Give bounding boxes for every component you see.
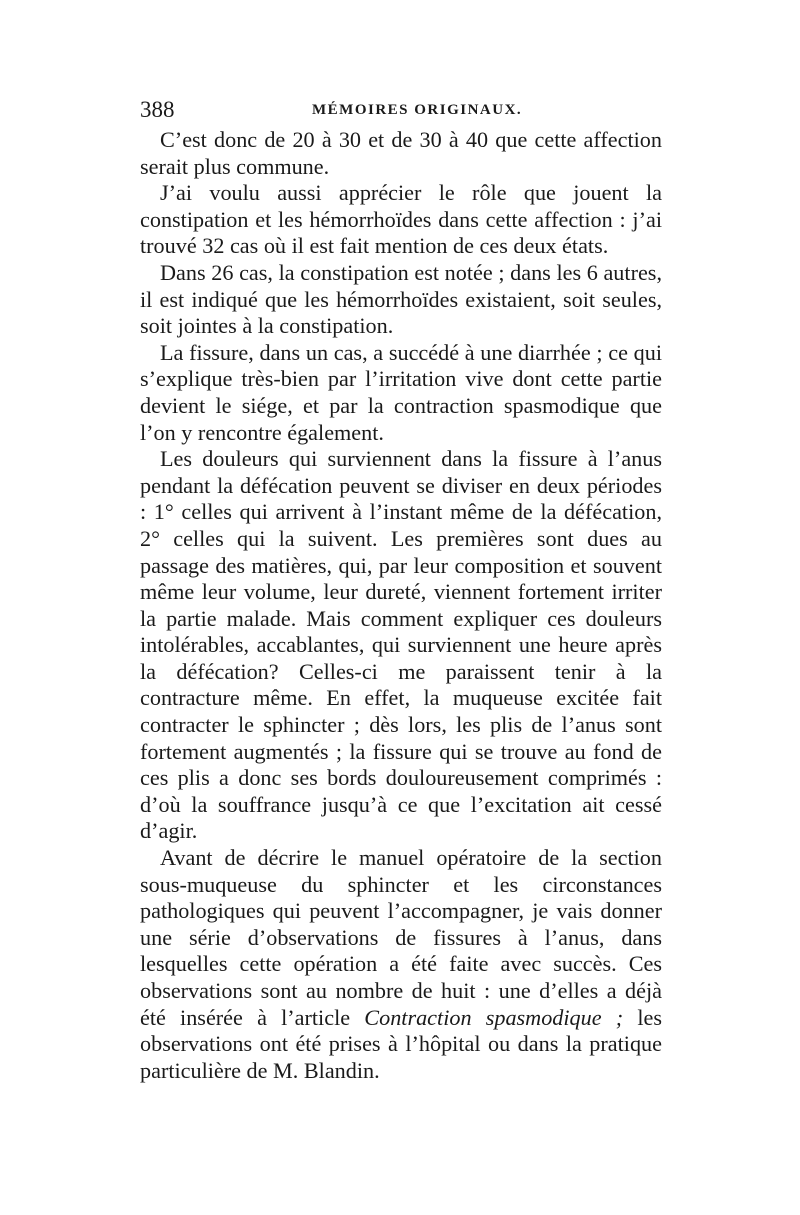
italic-reference: Contraction spasmodique ; [364, 1004, 624, 1030]
paragraph: J’ai voulu aussi apprécier le rôle que jouent la constipation et les hémorrhoïdes dans cette affection : j’ai trouvé 32 cas où il est fait mention de ces deux états. [140, 180, 662, 259]
paragraph-text: les observations ont été prises à l’hôpital ou dans la pratique particulière de M. Blandin. [140, 1004, 663, 1083]
body-text [140, 127, 662, 1084]
paragraph-last [140, 845, 662, 1084]
running-head-title: MÉMOIRES ORIGINAUX. [312, 102, 523, 118]
paragraph: C’est donc de 20 à 30 et de 30 à 40 que cette affection serait plus commune. [140, 127, 662, 179]
page-number: 388 [140, 97, 175, 122]
paragraph-text: Avant de décrire le manuel opératoire de la section sous-muqueuse du sphincter et les circonstances pathologiques qui peuvent l’accompagner, je vais donner une série d’observations de fissures à l’anus, dans lesquelles cette opération a été faite avec succès. Ces observations sont au nombre de huit : une d’elles a déjà été insérée à l’article [140, 845, 662, 1030]
paragraph: Les douleurs qui surviennent dans la fissure à l’anus pendant la défécation peuvent se diviser en deux périodes : 1° celles qui arrivent à l’instant même de la défécation, 2° celles qui la suivent. Les premières sont dues au passage des matières, qui, par leur composition et souvent même leur volume, leur dureté, viennent fortement irriter la partie malade. Mais comment expliquer ces douleurs intolérables, accablantes, qui surviennent une heure après la défécation? Celles-ci me paraissent tenir à la contracture même. En effet, la muqueuse excitée fait contracter le sphincter ; dès lors, les plis de l’anus sont fortement augmentés ; la fissure qui se trouve au fond de ces plis a donc ses bords douloureusement comprimés : d’où la souffrance jusqu’à ce que l’excitation ait cessé d’agir. [140, 446, 662, 844]
running-head [140, 96, 660, 124]
paragraph: La fissure, dans un cas, a succédé à une diarrhée ; ce qui s’explique très-bien par l’irritation vive dont cette partie devient le siége, et par la contraction spasmodique que l’on y rencontre également. [140, 339, 662, 445]
paragraph: Dans 26 cas, la constipation est notée ; dans les 6 autres, il est indiqué que les hémorrhoïdes existaient, soit seules, soit jointes à la constipation. [140, 259, 662, 339]
